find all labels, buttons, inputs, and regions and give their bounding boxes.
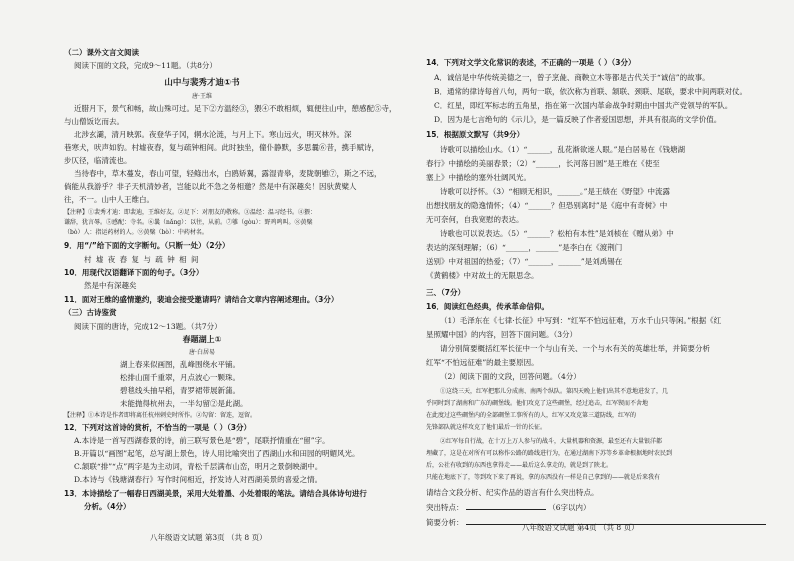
passage-line: 先锋部队就这样攻克了他们最后一针的长征。	[426, 424, 547, 431]
question-16-text: 红军“不怕远征难”的最主要原因。	[426, 358, 539, 367]
passage-line: 北涉玄灞，清月映郭。夜登华子冈，辋水沦涟，与月上下。寒山远火，明灭林外。深	[74, 130, 352, 139]
page-footer: 八年级语文试题 第4页 （共 8 页）	[522, 523, 639, 532]
question-16-sub2: （2）阅读下面的文段，回答问题。（4分）	[440, 372, 581, 381]
feature-label: 突出特点：	[426, 503, 464, 512]
passage-line: 埋藏了，这是在对所有可以称作公路的路线进行为，在通过湖南下苏等乡革命根据地时农民到	[426, 450, 673, 457]
passage-line: 近腊月下，景气和畅，故山殊可过。足下②方温经③，猥④不敢相烦，辄便往山中，憩感配⑤寺，	[74, 104, 397, 113]
note-line: 【注释】①裴秀才迪：即裴迪，王维好友。②足下：对朋友的敬称。③温经：温习经书。④猥：	[64, 209, 317, 216]
option: C.颔联“排”“点”两字是为主动词，青松千层满布山峦，明月之景倒映湖中。	[74, 462, 323, 471]
question-9-content: 村 墟 夜 舂 复 与 疏 钟 相 间	[84, 255, 200, 264]
note-line: （bò）人：指运药材的人。⑨黄檗（bò）：中药材名。	[64, 229, 208, 236]
passage-line: 步仄径，临清流也。	[64, 156, 132, 165]
analysis-label: 简要分析：	[426, 518, 464, 527]
question-9: 9．用“/”给下面的文字断句。（只断一处）（2分）	[64, 241, 230, 250]
article-author: 唐·王维	[192, 93, 212, 100]
poem-line: 湖上春来似画图，乱峰围绕水平铺。	[120, 360, 240, 369]
feature-answer-blank[interactable]	[466, 509, 546, 510]
passage-line: 与山僧饭讫而去。	[64, 117, 124, 126]
option: A．诚信是中华传统美德之一，曾子烹彘、商鞅立木等都是古代关于“诚信”的故事。	[434, 73, 710, 82]
passage-line: 巷寒犬，吠声如豹。村墟夜舂，复与疏钟相间。此时独坐，僮仆静默，多思曩⑥昔，携手赋诗，	[64, 143, 379, 152]
recite-line: 诗歌可以抒怀。（3）“相顾无相识，______。”是王绩在《野望》中流露	[440, 187, 670, 196]
option: D.本诗与《钱塘湖春行》写作时间相近，抒发诗人对西湖美景的喜爱之情。	[74, 475, 323, 484]
recite-line: 《黄鹤楼》中对故土的无限思念。	[426, 271, 539, 280]
section-heading: 三、（7分）	[426, 288, 465, 297]
option: D．因为是七言绝句的《示儿》，是一篇反映了作者爱国思想，并具有很高的文学价值。	[434, 115, 722, 124]
passage-line: 后，公社有收到的东西也拿得走——最后这么拿走的，就是到了陕北。	[426, 462, 613, 469]
question-14: 14．下列对文学文化常识的表述，不正确的一项是（ ）（3分）	[426, 58, 636, 67]
page-footer: 八年级语文试题 第3页 （共 8 页）	[150, 533, 267, 542]
poem-note: 【注释】①本诗是作者即将离任杭州刺史时所作。②勾留：留连，逗留。	[64, 412, 257, 419]
recite-line: 塞上》中描绘的塞外壮阔风光。	[426, 173, 531, 182]
question-13: 13．本诗描绘了一幅春日西湖美景，采用大处着墨、小处着眼的笔法。请结合具体诗句进行	[64, 489, 367, 498]
recite-line: 送别》中对祖国的热爱；（7）“______，______”是刘禹锡在	[426, 257, 623, 266]
question-16-text: 请分别简要概括红军长征中一个与山有关、一个与水有关的英雄壮举，并简要分析	[440, 344, 710, 353]
answer-row	[426, 503, 591, 513]
recite-line: 无可奈何，自我宽慰的表达。	[426, 215, 524, 224]
passage-line: ②红军每自行战，在十万上万人参与的战斗，大量机器和资源，最至还有大量银洋都	[440, 438, 663, 445]
passage-line: 只能在地底下了，等到攻下来了再说，拿的东西没有一样是自己拿到的——就是后来我有	[426, 474, 661, 481]
article-title: 山中与裴秀才迪①书	[164, 78, 240, 88]
question-16: 16．阅读红色经典，传承革命信仰。	[426, 302, 549, 311]
question-16-prompt: 请结合文段分析、纪实作品的语言有什么突出特点。	[426, 488, 599, 497]
question-10: 10．用现代汉语翻译下面的句子。（3分）	[64, 268, 204, 277]
recite-line: 诗歌也可以说表达。（5）“______？松柏有本性”是刘桢在《赠从弟》中	[440, 229, 674, 238]
passage-line: ①这绕三天，红军把那儿分成南、南两个纵队。第四天晚上他们出其不意地进发了，几	[440, 388, 669, 395]
poem-line: 松排山面千重翠，月点波心一颗珠。	[120, 373, 240, 382]
question-11: 11．面对王维的盛情邀约，裴迪会接受邀请吗？请结合文章内容阐述理由。（3分）	[64, 295, 339, 304]
question-10-content: 然是中有深趣矣	[84, 281, 137, 290]
recite-line: 诗歌可以描绘山水。（1）“______，乱花渐欲迷人眼。”是白居易在《钱塘湖	[440, 145, 685, 154]
passage-line: 往，不一。山中人王维白。	[64, 195, 154, 204]
recite-line: 春行》中描绘的美丽春景；（2）“______，长河落日圆”是王维在《使至	[426, 159, 660, 168]
option: A.本诗是一首写西湖春景的诗，前三联写景色是“碧”，尾联抒情重在“留”字。	[74, 436, 330, 445]
question-12: 12．下列对这首诗的赏析，不恰当的一项是（ ）（3分）	[64, 423, 252, 432]
passage-line: 在此度过这些碉堡内的全部碉堡工事所有的人，红军又攻克第三道防线，红军的	[426, 412, 637, 419]
poem-line: 碧毯线头抽早稻，青罗裙带展新蒲。	[120, 386, 240, 395]
passage-line: 当待春中，草木蔓发，春山可望，轻鲦出水，白鸥矫翼，露湿青皋，麦陇朝雊⑦，斯之不远，	[74, 169, 382, 178]
question-15: 15．根据原文默写（共9分）	[426, 130, 525, 139]
feature-hint: （6字以内）	[548, 503, 591, 512]
section-heading: （三）古诗鉴赏	[64, 308, 117, 317]
option: C．红星，即红军标志的五角星，指在第一次国内革命战争时期由中国共产党领导的军队。	[434, 101, 733, 110]
question-13: 分析。（4分）	[84, 502, 131, 511]
passage-line: 倘能从我游乎？非子天机清妙者，岂能以此不急之务相邀？然是中有深趣矣！因驮黄檗人	[64, 182, 357, 191]
instruction: 阅读下面的文段，完成9～11题。（共8分）	[74, 61, 217, 70]
poem-line: 未能抛得杭州去，一半勾留②是此湖。	[120, 399, 248, 408]
right-page	[404, 0, 794, 561]
poem-author: 唐·白居易	[189, 349, 215, 356]
option: B．通常的律诗每首八句，两句一联，依次称为首联、颔联、颈联、尾联，要求中间两联对仗。	[434, 87, 748, 96]
recite-line: 出想找朋友的隐逸情怀；（4）“______？但恐别离时”是《庭中有奇树》中	[426, 201, 668, 210]
option: B.开篇以“画图”起笔，总写湖上景色，诗人用比喻突出了西湖山水和田园的明媚风光。	[74, 449, 360, 458]
question-16-text: （1）毛泽东在《七律·长征》中写到：“红军不怕远征难，万水千山只等闲。”根据《红	[440, 316, 722, 325]
question-16-text: 星照耀中国》的内容，回答下面问题。（3分）	[426, 330, 578, 339]
poem-title: 春题湖上①	[182, 335, 222, 344]
section-heading: （二）课外文言文阅读	[64, 48, 139, 57]
instruction: 阅读下面的唐诗，完成12～13题。（共7分）	[74, 322, 222, 331]
recite-line: 表达的深刻理解；（6）“______，______”是李白在《渡荆门	[426, 243, 623, 252]
passage-line: 乎同时到了湖南和广东的碉堡线。他们攻克了这些碉堡，经过追击，红军锲而不舍地	[426, 400, 649, 407]
note-line: 谦辞，犹言辱。⑤感配：寺名。⑥曩（nǎng）：以往，从前。⑦雊（gòu）：野鸡鸣叫。⑧黄檗	[64, 219, 313, 226]
